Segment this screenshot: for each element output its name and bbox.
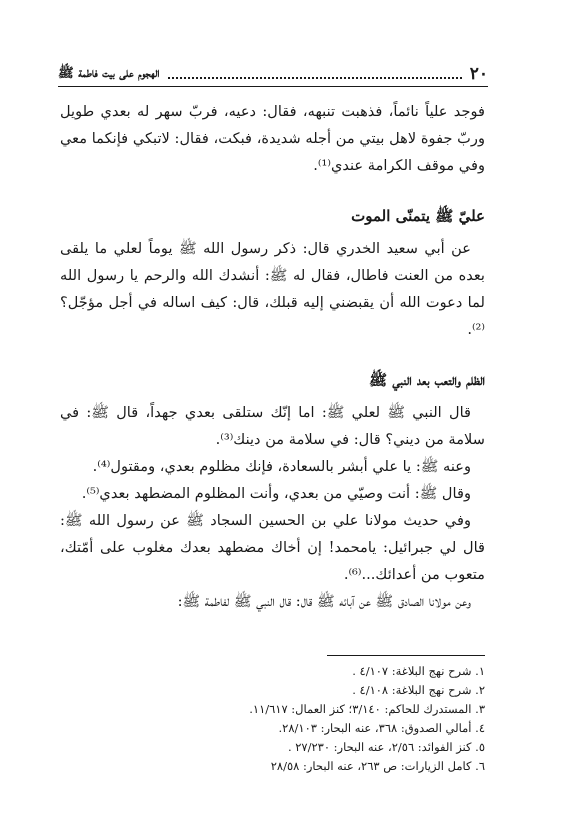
paragraph: عن أبي سعيد الخدري قال: ذكر رسول الله ﷺ يوماً لعلي ما يلقى بعده من العنت فاطال، فقال له ﷺ: أنشدك الله والرحم يا رسول الله لما دعوت الله أن يقبضني إليه قبلك، قال: كيف اساله في أجل مؤجّل؟⁽²⁾. bbox=[60, 240, 485, 338]
section-heading: عليّ ﷺ يتمنّى الموت bbox=[351, 207, 485, 225]
running-header bbox=[58, 62, 488, 87]
footnote-divider bbox=[327, 655, 485, 656]
footnote: ١. شرح نهج البلاغة: ٤/١٠٧ . bbox=[352, 664, 485, 678]
footnote: ٥. كنز الفوائد: ٢/٥٦، عنه البحار: ٢٧/٢٣٠ . bbox=[287, 740, 485, 754]
footnote: ٣. المستدرك للحاكم: ٣/١٤٠؛ كنز العمال: ١١/٦١٧. bbox=[249, 702, 485, 716]
footnote: ٢. شرح نهج البلاغة: ٤/١٠٨ . bbox=[352, 683, 485, 697]
paragraph: وعنه ﷺ: يا علي أبشر بالسعادة، فإنك مظلوم بعدي، ومقتول⁽⁴⁾. bbox=[92, 458, 471, 475]
footnote: ٤. أمالي الصدوق: ٣٦٨، عنه البحار: ٢٨/١٠٣. bbox=[278, 721, 485, 735]
paragraph: وقال ﷺ: أنت وصيّي من بعدي، وأنت المظلوم المضطهد بعدي⁽⁵⁾. bbox=[81, 485, 471, 502]
paragraph: فوجد علياً نائماً، فذهبت تنبهه، فقال: دعيه، فربّ سهر له بعدي طويل وربّ جفوة لاهل بيتي من أجله شديدة، فبكت، فقال: لاتبكي فإنكما معي وفي موقف الكرامة عندي⁽¹⁾. bbox=[60, 103, 485, 174]
footnotes bbox=[60, 655, 485, 776]
paragraph: وفي حديث مولانا علي بن الحسين السجاد ﷺ عن رسول الله ﷺ: قال لي جبرائيل: يامحمد! إن أخاك مضطهد بعدك مغلوب على أمّتك، متعوب من أعدائك...⁽⁶⁾. bbox=[60, 512, 485, 583]
paragraph: قال النبي ﷺ لعلي ﷺ: اما إنّك ستلقى بعدي جهداً، قال ﷺ: في سلامة من ديني؟ قال: في سلامة من دينك⁽³⁾. bbox=[60, 404, 485, 448]
section-heading: الظلم والتعب بعد النبي ﷺ bbox=[369, 371, 485, 389]
main-text bbox=[60, 98, 485, 615]
paragraph: وعن مولانا الصادق ﷺ عن آبائه ﷺ قال: قال النبي ﷺ لفاطمة ﷺ: bbox=[177, 593, 471, 610]
page-number: ٢٠ bbox=[469, 64, 488, 84]
header-leader-dots bbox=[168, 77, 462, 79]
footnote: ٦. كامل الزيارات: ص ٢٦٣، عنه البحار: ٢٨/٥٨ bbox=[270, 759, 485, 773]
running-title: الهجوم على بيت فاطمة ﷺ bbox=[58, 66, 160, 81]
